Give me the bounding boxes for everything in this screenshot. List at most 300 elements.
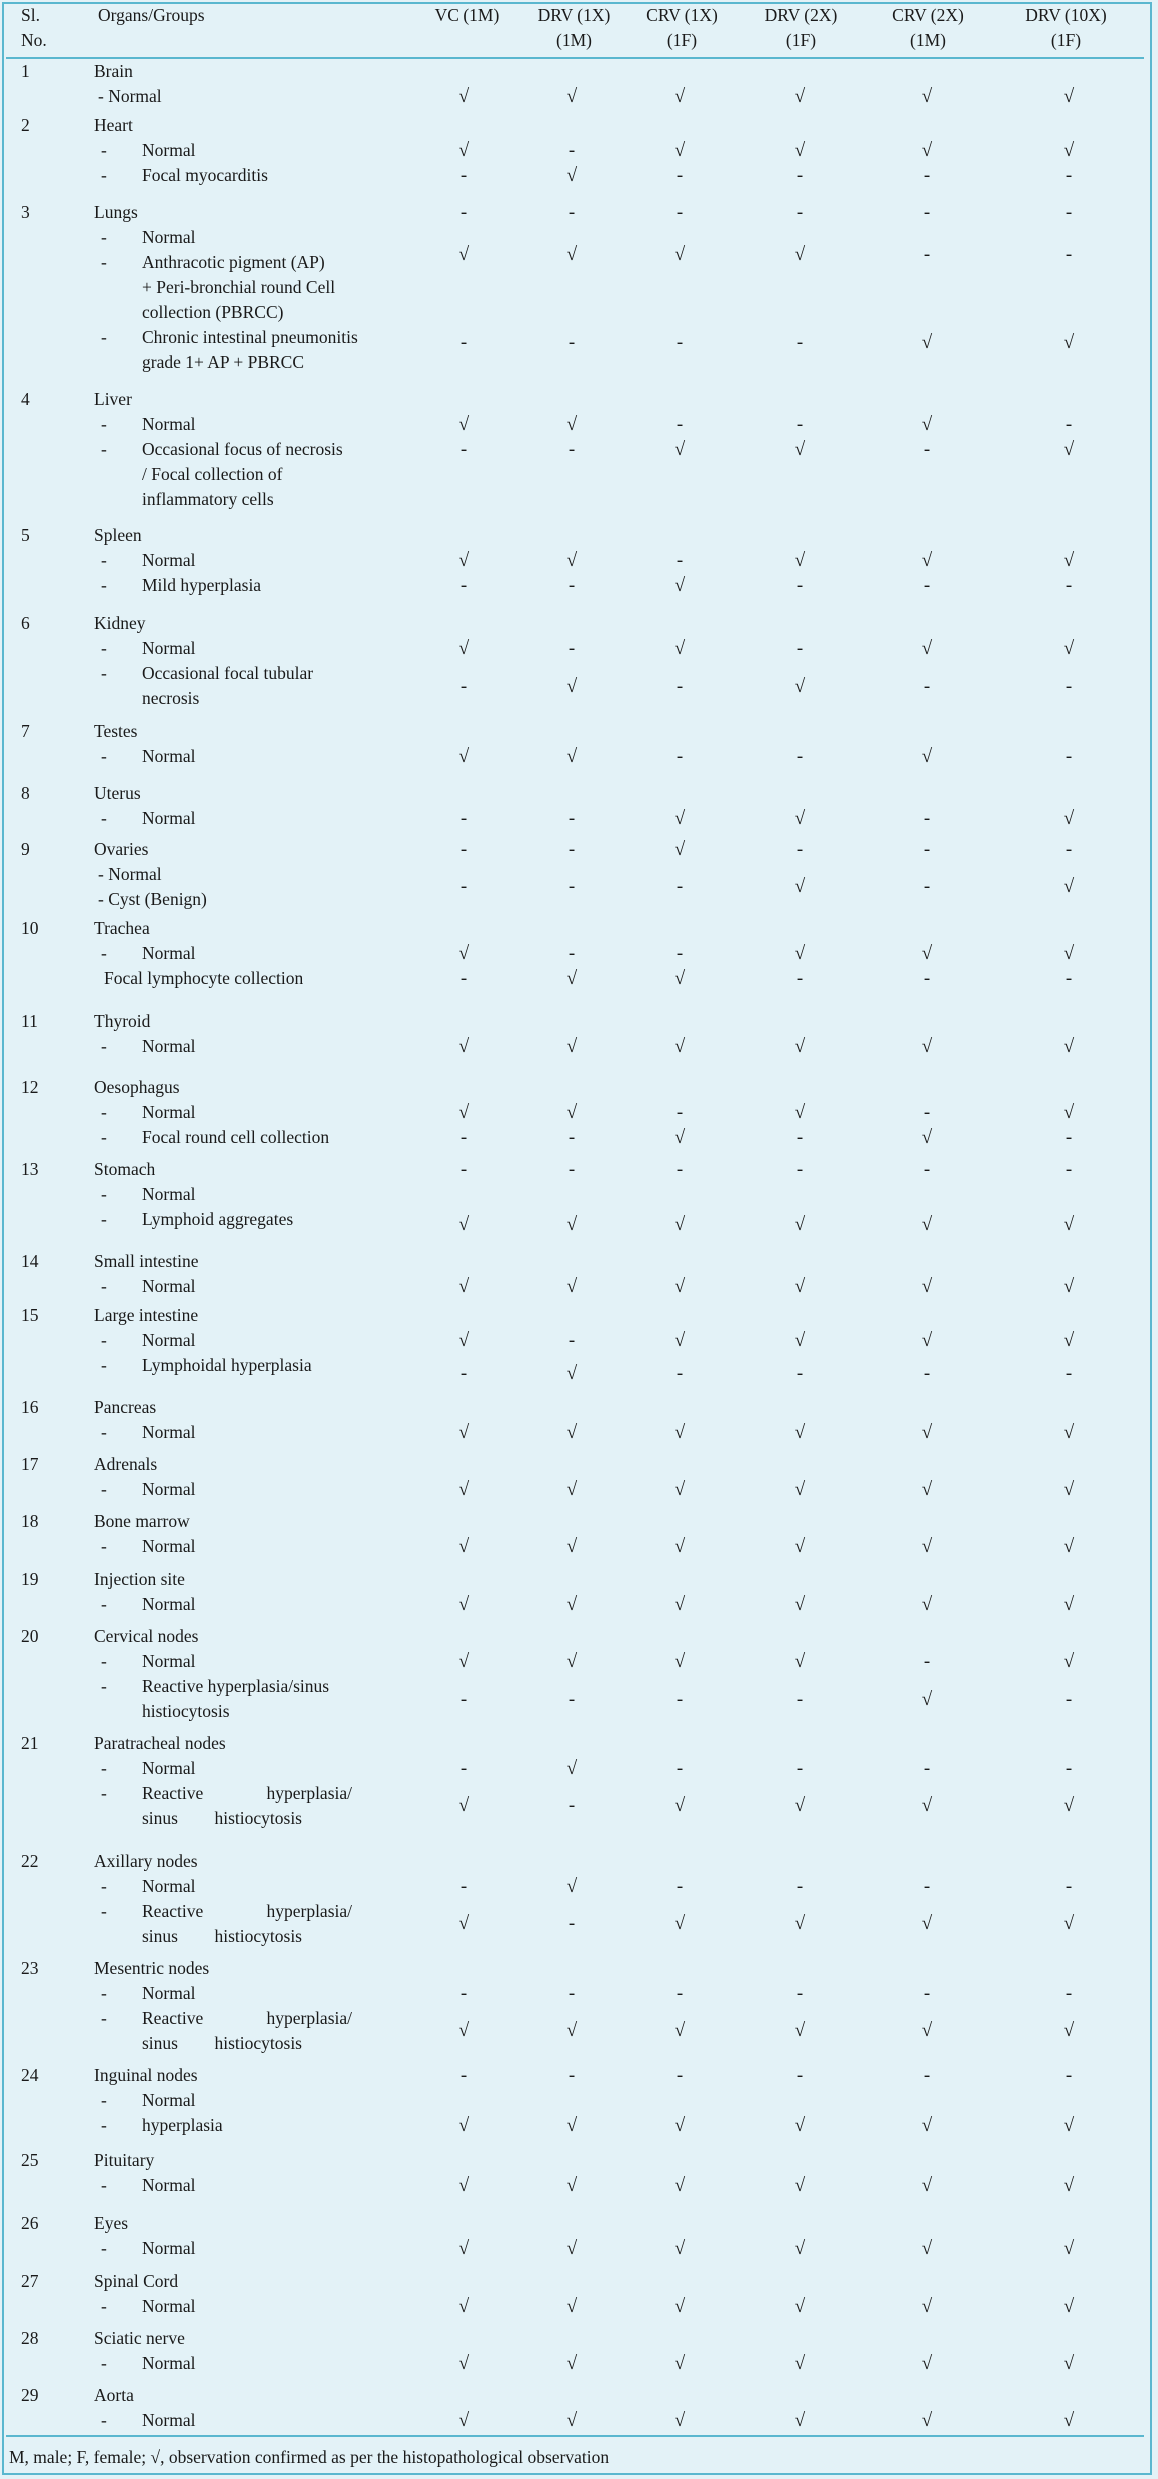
cell-mark: - bbox=[676, 202, 684, 223]
cell-mark: √ bbox=[921, 943, 933, 964]
finding-label: sinus histiocytosis bbox=[142, 2033, 302, 2053]
cell-mark: - bbox=[460, 676, 468, 697]
cell-mark: √ bbox=[674, 1276, 686, 1297]
cell-mark: - bbox=[676, 876, 684, 897]
cell-mark: √ bbox=[458, 244, 470, 265]
organ-name: Liver bbox=[94, 389, 132, 409]
bullet-dash: - bbox=[101, 439, 107, 459]
cell-mark: √ bbox=[674, 86, 686, 107]
row-number: 14 bbox=[21, 1251, 39, 1271]
finding-label: Focal myocarditis bbox=[142, 165, 268, 185]
cell-mark: √ bbox=[458, 746, 470, 767]
cell-mark: √ bbox=[458, 2353, 470, 2374]
finding-label: - Normal bbox=[98, 864, 162, 884]
cell-mark: √ bbox=[921, 1536, 933, 1557]
finding-label: Normal bbox=[142, 638, 196, 658]
row-number: 16 bbox=[21, 1397, 39, 1417]
cell-mark: √ bbox=[566, 1594, 578, 1615]
organ-name: Uterus bbox=[94, 783, 141, 803]
cell-mark: √ bbox=[566, 1876, 578, 1897]
cell-mark: √ bbox=[566, 2115, 578, 2136]
cell-mark: √ bbox=[921, 2020, 933, 2041]
finding-label: Normal bbox=[142, 2296, 196, 2316]
cell-mark: √ bbox=[674, 1214, 686, 1235]
cell-mark: √ bbox=[1063, 1330, 1075, 1351]
finding-label: / Focal collection of bbox=[142, 464, 283, 484]
finding-label: Normal bbox=[142, 1184, 196, 1204]
cell-mark: √ bbox=[921, 1689, 933, 1710]
cell-mark: √ bbox=[794, 1651, 806, 1672]
bullet-dash: - bbox=[101, 943, 107, 963]
cell-mark: √ bbox=[1063, 1594, 1075, 1615]
cell-mark: √ bbox=[674, 638, 686, 659]
cell-mark: √ bbox=[458, 1102, 470, 1123]
cell-mark: √ bbox=[794, 2296, 806, 2317]
cell-mark: √ bbox=[566, 968, 578, 989]
organ-name: Pituitary bbox=[94, 2150, 155, 2170]
row-number: 1 bbox=[21, 61, 30, 81]
organ-name: Large intestine bbox=[94, 1305, 199, 1325]
finding-label: Reactive hyperplasia/sinus bbox=[142, 1676, 330, 1696]
finding-label: Occasional focal tubular bbox=[142, 663, 314, 683]
cell-mark: √ bbox=[794, 2175, 806, 2196]
bullet-dash: - bbox=[101, 227, 107, 247]
organ-name: Spleen bbox=[94, 525, 142, 545]
cell-mark: - bbox=[923, 876, 931, 897]
cell-mark: √ bbox=[674, 2175, 686, 2196]
cell-mark: √ bbox=[921, 2175, 933, 2196]
cell-mark: - bbox=[676, 2065, 684, 2086]
cell-mark: √ bbox=[921, 2115, 933, 2136]
cell-mark: - bbox=[568, 943, 576, 964]
cell-mark: - bbox=[676, 165, 684, 186]
bullet-dash: - bbox=[101, 746, 107, 766]
organ-name: Aorta bbox=[94, 2385, 134, 2405]
finding-label: Normal bbox=[142, 414, 196, 434]
finding-label: Lymphoid aggregates bbox=[142, 1209, 294, 1229]
cell-mark: √ bbox=[566, 86, 578, 107]
cell-mark: √ bbox=[794, 1594, 806, 1615]
row-number: 4 bbox=[21, 389, 30, 409]
cell-mark: - bbox=[1065, 1127, 1073, 1148]
bullet-dash: - bbox=[101, 663, 107, 683]
cell-mark: - bbox=[796, 1363, 804, 1384]
cell-mark: √ bbox=[794, 244, 806, 265]
organ-name: Heart bbox=[94, 115, 133, 135]
finding-label: Normal bbox=[142, 1102, 196, 1122]
cell-mark: √ bbox=[1063, 1214, 1075, 1235]
finding-label: collection (PBRCC) bbox=[142, 302, 284, 322]
bullet-dash: - bbox=[101, 2008, 107, 2028]
bullet-dash: - bbox=[101, 1901, 107, 1921]
cell-mark: - bbox=[796, 1758, 804, 1779]
bullet-dash: - bbox=[101, 1209, 107, 1229]
cell-mark: √ bbox=[1063, 2296, 1075, 2317]
finding-label: Normal bbox=[142, 2353, 196, 2373]
row-number: 12 bbox=[21, 1077, 39, 1097]
cell-mark: √ bbox=[794, 439, 806, 460]
cell-mark: √ bbox=[674, 439, 686, 460]
cell-mark: - bbox=[676, 1689, 684, 1710]
bullet-dash: - bbox=[101, 1127, 107, 1147]
header-col-6: DRV (10X) bbox=[1025, 5, 1107, 25]
cell-mark: √ bbox=[921, 746, 933, 767]
cell-mark: - bbox=[796, 332, 804, 353]
cell-mark: √ bbox=[674, 2238, 686, 2259]
cell-mark: √ bbox=[794, 86, 806, 107]
bullet-dash: - bbox=[101, 1330, 107, 1350]
bullet-dash: - bbox=[101, 575, 107, 595]
cell-mark: √ bbox=[1063, 2353, 1075, 2374]
cell-mark: √ bbox=[921, 550, 933, 571]
cell-mark: - bbox=[923, 1363, 931, 1384]
cell-mark: - bbox=[796, 2065, 804, 2086]
finding-label: grade 1+ AP + PBRCC bbox=[142, 352, 305, 372]
cell-mark: √ bbox=[458, 86, 470, 107]
header-sl-line1: Sl. bbox=[21, 5, 40, 25]
cell-mark: - bbox=[676, 550, 684, 571]
cell-mark: √ bbox=[566, 165, 578, 186]
cell-mark: √ bbox=[794, 550, 806, 571]
organ-name: Adrenals bbox=[94, 1454, 158, 1474]
cell-mark: √ bbox=[794, 1214, 806, 1235]
cell-mark: √ bbox=[674, 1651, 686, 1672]
header-col-2-sub: (1M) bbox=[556, 30, 592, 50]
organ-name: Injection site bbox=[94, 1569, 185, 1589]
cell-mark: √ bbox=[566, 1214, 578, 1235]
organ-name: Ovaries bbox=[94, 839, 149, 859]
cell-mark: - bbox=[568, 2065, 576, 2086]
bullet-dash: - bbox=[101, 1983, 107, 2003]
cell-mark: √ bbox=[921, 1913, 933, 1934]
organ-name: Kidney bbox=[94, 613, 146, 633]
cell-mark: - bbox=[460, 1758, 468, 1779]
cell-mark: √ bbox=[921, 1594, 933, 1615]
header-col-5-sub: (1M) bbox=[910, 30, 946, 50]
bullet-dash: - bbox=[101, 1479, 107, 1499]
finding-label: Normal bbox=[142, 746, 196, 766]
cell-mark: - bbox=[460, 1127, 468, 1148]
cell-mark: √ bbox=[458, 2296, 470, 2317]
cell-mark: - bbox=[796, 1127, 804, 1148]
organ-name: Paratracheal nodes bbox=[94, 1733, 226, 1753]
cell-mark: - bbox=[796, 202, 804, 223]
row-number: 15 bbox=[21, 1305, 39, 1325]
cell-mark: - bbox=[796, 165, 804, 186]
finding-label: Normal bbox=[142, 1422, 196, 1442]
cell-mark: - bbox=[460, 439, 468, 460]
cell-mark: - bbox=[460, 2065, 468, 2086]
cell-mark: - bbox=[923, 1651, 931, 1672]
cell-mark: √ bbox=[794, 1036, 806, 1057]
cell-mark: √ bbox=[1063, 332, 1075, 353]
cell-mark: √ bbox=[674, 808, 686, 829]
finding-label: Normal bbox=[142, 1330, 196, 1350]
finding-label: + Peri-bronchial round Cell bbox=[142, 277, 336, 297]
cell-mark: √ bbox=[674, 968, 686, 989]
bullet-dash: - bbox=[101, 550, 107, 570]
cell-mark: √ bbox=[674, 1536, 686, 1557]
cell-mark: √ bbox=[674, 2020, 686, 2041]
cell-mark: √ bbox=[921, 1127, 933, 1148]
header-col-5: CRV (2X) bbox=[892, 5, 964, 25]
cell-mark: - bbox=[676, 676, 684, 697]
cell-mark: √ bbox=[674, 1479, 686, 1500]
cell-mark: - bbox=[796, 746, 804, 767]
cell-mark: √ bbox=[1063, 1036, 1075, 1057]
row-number: 9 bbox=[21, 839, 30, 859]
organ-name: Small intestine bbox=[94, 1251, 199, 1271]
cell-mark: √ bbox=[794, 1536, 806, 1557]
bullet-dash: - bbox=[101, 2175, 107, 2195]
cell-mark: - bbox=[460, 839, 468, 860]
row-number: 19 bbox=[21, 1569, 39, 1589]
cell-mark: √ bbox=[794, 1276, 806, 1297]
cell-mark: - bbox=[796, 638, 804, 659]
finding-label: Normal bbox=[142, 1479, 196, 1499]
cell-mark: √ bbox=[458, 2238, 470, 2259]
cell-mark: √ bbox=[458, 140, 470, 161]
row-number: 11 bbox=[21, 1011, 38, 1031]
cell-mark: √ bbox=[674, 1330, 686, 1351]
header-col-2: DRV (1X) bbox=[537, 5, 611, 25]
cell-mark: √ bbox=[674, 2115, 686, 2136]
cell-mark: - bbox=[676, 1159, 684, 1180]
organ-name: Brain bbox=[94, 61, 133, 81]
organ-name: Lungs bbox=[94, 202, 138, 222]
cell-mark: - bbox=[923, 165, 931, 186]
bullet-dash: - bbox=[101, 2238, 107, 2258]
row-number: 23 bbox=[21, 1958, 39, 1978]
cell-mark: √ bbox=[458, 943, 470, 964]
finding-label: Normal bbox=[142, 808, 196, 828]
cell-mark: - bbox=[923, 202, 931, 223]
cell-mark: - bbox=[1065, 1363, 1073, 1384]
organ-name: Pancreas bbox=[94, 1397, 157, 1417]
finding-label: Normal bbox=[142, 2090, 196, 2110]
finding-label: Normal bbox=[142, 1651, 196, 1671]
cell-mark: √ bbox=[794, 808, 806, 829]
cell-mark: √ bbox=[1063, 86, 1075, 107]
cell-mark: √ bbox=[921, 1422, 933, 1443]
cell-mark: - bbox=[568, 1330, 576, 1351]
footer-divider bbox=[6, 2435, 1144, 2437]
cell-mark: - bbox=[796, 1689, 804, 1710]
cell-mark: √ bbox=[674, 2410, 686, 2431]
finding-label: Normal bbox=[142, 1876, 196, 1896]
cell-mark: √ bbox=[458, 414, 470, 435]
bullet-dash: - bbox=[101, 1758, 107, 1778]
cell-mark: √ bbox=[921, 1214, 933, 1235]
table-footnote: M, male; F, female; √, observation confirmed as per the histopathological observation bbox=[9, 2447, 610, 2467]
cell-mark: √ bbox=[1063, 1102, 1075, 1123]
cell-mark: - bbox=[1065, 1689, 1073, 1710]
cell-mark: √ bbox=[566, 2175, 578, 2196]
cell-mark: - bbox=[923, 808, 931, 829]
cell-mark: √ bbox=[458, 1479, 470, 1500]
finding-label: Reactive hyperplasia/ bbox=[142, 2008, 352, 2028]
cell-mark: √ bbox=[674, 1594, 686, 1615]
cell-mark: √ bbox=[566, 2353, 578, 2374]
cell-mark: √ bbox=[1063, 2238, 1075, 2259]
cell-mark: √ bbox=[566, 244, 578, 265]
cell-mark: √ bbox=[794, 2115, 806, 2136]
cell-mark: - bbox=[676, 1876, 684, 1897]
cell-mark: - bbox=[568, 638, 576, 659]
cell-mark: √ bbox=[674, 839, 686, 860]
cell-mark: - bbox=[568, 575, 576, 596]
cell-mark: - bbox=[1065, 676, 1073, 697]
cell-mark: - bbox=[1065, 968, 1073, 989]
header-col-4: DRV (2X) bbox=[764, 5, 838, 25]
row-number: 8 bbox=[21, 783, 30, 803]
cell-mark: √ bbox=[794, 1102, 806, 1123]
row-number: 24 bbox=[21, 2065, 39, 2085]
cell-mark: - bbox=[676, 1983, 684, 2004]
organ-name: Inguinal nodes bbox=[94, 2065, 198, 2085]
organ-name: Oesophagus bbox=[94, 1077, 180, 1097]
bullet-dash: - bbox=[101, 2353, 107, 2373]
cell-mark: √ bbox=[1063, 1913, 1075, 1934]
row-number: 28 bbox=[21, 2328, 39, 2348]
row-number: 10 bbox=[21, 918, 39, 938]
cell-mark: - bbox=[1065, 575, 1073, 596]
bullet-dash: - bbox=[101, 808, 107, 828]
cell-mark: √ bbox=[566, 550, 578, 571]
cell-mark: - bbox=[568, 839, 576, 860]
row-number: 21 bbox=[21, 1733, 39, 1753]
cell-mark: - bbox=[568, 1689, 576, 1710]
cell-mark: √ bbox=[1063, 1651, 1075, 1672]
cell-mark: √ bbox=[921, 140, 933, 161]
cell-mark: √ bbox=[458, 550, 470, 571]
cell-mark: √ bbox=[566, 1422, 578, 1443]
cell-mark: √ bbox=[921, 86, 933, 107]
cell-mark: - bbox=[796, 1876, 804, 1897]
cell-mark: - bbox=[676, 414, 684, 435]
cell-mark: √ bbox=[674, 2353, 686, 2374]
cell-mark: - bbox=[923, 1159, 931, 1180]
cell-mark: - bbox=[923, 244, 931, 265]
finding-label: Normal bbox=[142, 1536, 196, 1556]
cell-mark: √ bbox=[458, 1536, 470, 1557]
cell-mark: √ bbox=[794, 1422, 806, 1443]
finding-label: histiocytosis bbox=[142, 1701, 230, 1721]
cell-mark: √ bbox=[566, 2238, 578, 2259]
cell-mark: - bbox=[1065, 1983, 1073, 2004]
cell-mark: - bbox=[676, 332, 684, 353]
cell-mark: √ bbox=[566, 1276, 578, 1297]
row-number: 17 bbox=[21, 1454, 39, 1474]
cell-mark: - bbox=[460, 968, 468, 989]
finding-label: Normal bbox=[142, 550, 196, 570]
row-number: 6 bbox=[21, 613, 30, 633]
row-number: 29 bbox=[21, 2385, 39, 2405]
cell-mark: √ bbox=[566, 2296, 578, 2317]
cell-mark: √ bbox=[794, 140, 806, 161]
cell-mark: √ bbox=[1063, 439, 1075, 460]
cell-mark: √ bbox=[566, 414, 578, 435]
row-number: 3 bbox=[21, 202, 30, 222]
bullet-dash: - bbox=[101, 2296, 107, 2316]
cell-mark: - bbox=[568, 808, 576, 829]
cell-mark: √ bbox=[794, 2238, 806, 2259]
cell-mark: √ bbox=[921, 1276, 933, 1297]
row-number: 27 bbox=[21, 2271, 39, 2291]
cell-mark: √ bbox=[674, 1795, 686, 1816]
cell-mark: - bbox=[676, 1363, 684, 1384]
finding-label: inflammatory cells bbox=[142, 489, 274, 509]
cell-mark: - bbox=[568, 332, 576, 353]
bullet-dash: - bbox=[101, 1276, 107, 1296]
cell-mark: - bbox=[923, 1102, 931, 1123]
cell-mark: √ bbox=[674, 1913, 686, 1934]
cell-mark: - bbox=[568, 202, 576, 223]
finding-label: Normal bbox=[142, 1758, 196, 1778]
cell-mark: - bbox=[1065, 414, 1073, 435]
bullet-dash: - bbox=[101, 1876, 107, 1896]
cell-mark: - bbox=[460, 202, 468, 223]
cell-mark: - bbox=[568, 1795, 576, 1816]
organ-name: Eyes bbox=[94, 2213, 129, 2233]
cell-mark: √ bbox=[674, 2296, 686, 2317]
cell-mark: √ bbox=[1063, 2020, 1075, 2041]
cell-mark: √ bbox=[1063, 1276, 1075, 1297]
cell-mark: - bbox=[460, 808, 468, 829]
cell-mark: √ bbox=[1063, 876, 1075, 897]
cell-mark: - bbox=[923, 676, 931, 697]
cell-mark: - bbox=[460, 1159, 468, 1180]
finding-label: Reactive hyperplasia/ bbox=[142, 1901, 352, 1921]
cell-mark: √ bbox=[794, 943, 806, 964]
cell-mark: - bbox=[568, 1159, 576, 1180]
header-col-1: VC (1M) bbox=[434, 5, 500, 25]
cell-mark: - bbox=[568, 439, 576, 460]
finding-label: Mild hyperplasia bbox=[142, 575, 262, 595]
bullet-dash: - bbox=[101, 638, 107, 658]
cell-mark: √ bbox=[921, 2353, 933, 2374]
cell-mark: - bbox=[1065, 2065, 1073, 2086]
cell-mark: √ bbox=[674, 140, 686, 161]
finding-label: Focal lymphocyte collection bbox=[104, 968, 304, 988]
cell-mark: - bbox=[1065, 1876, 1073, 1897]
bullet-dash: - bbox=[101, 1676, 107, 1696]
cell-mark: √ bbox=[794, 2353, 806, 2374]
cell-mark: √ bbox=[566, 1651, 578, 1672]
cell-mark: √ bbox=[1063, 638, 1075, 659]
finding-label: Normal bbox=[142, 943, 196, 963]
cell-mark: √ bbox=[921, 332, 933, 353]
cell-mark: √ bbox=[674, 1036, 686, 1057]
cell-mark: √ bbox=[458, 638, 470, 659]
organ-name: Testes bbox=[94, 721, 138, 741]
cell-mark: √ bbox=[566, 2020, 578, 2041]
cell-mark: - bbox=[796, 1983, 804, 2004]
cell-mark: √ bbox=[1063, 1536, 1075, 1557]
organ-name: Stomach bbox=[94, 1159, 156, 1179]
cell-mark: - bbox=[568, 1127, 576, 1148]
finding-label: Anthracotic pigment (AP) bbox=[142, 252, 325, 272]
cell-mark: √ bbox=[458, 1651, 470, 1672]
cell-mark: √ bbox=[566, 746, 578, 767]
cell-mark: - bbox=[1065, 1159, 1073, 1180]
cell-mark: √ bbox=[566, 676, 578, 697]
cell-mark: √ bbox=[794, 1913, 806, 1934]
cell-mark: √ bbox=[674, 575, 686, 596]
cell-mark: √ bbox=[921, 1330, 933, 1351]
bullet-dash: - bbox=[101, 2115, 107, 2135]
cell-mark: √ bbox=[566, 1758, 578, 1779]
